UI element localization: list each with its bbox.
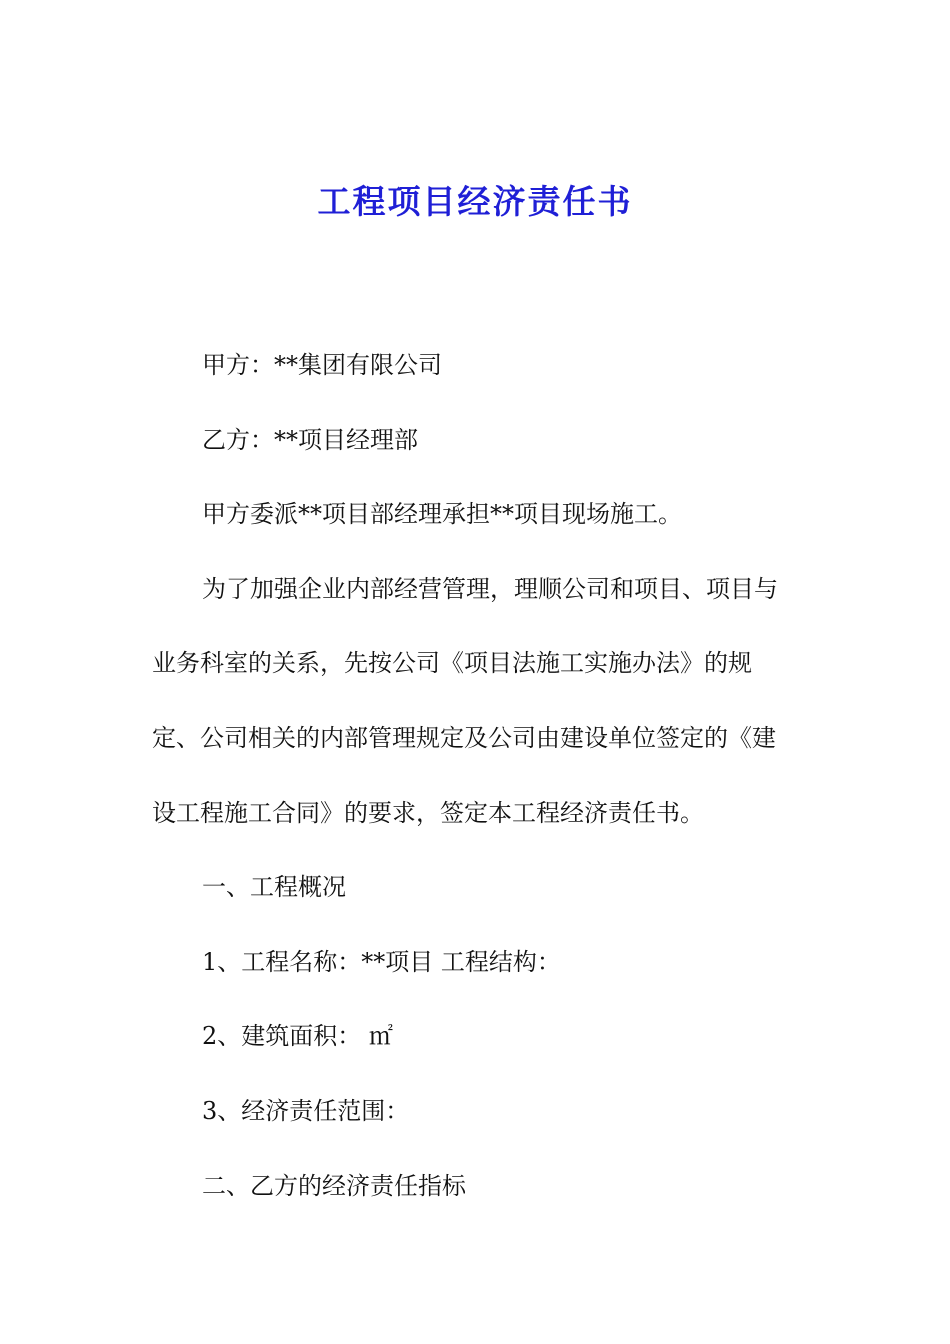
responsibility-scope-line: 3、经济责任范围： [202,1096,410,1125]
document-body [152,328,797,1223]
party-b-line: 乙方：**项目经理部 [202,425,418,454]
document-title: 工程项目经济责任书 [317,182,633,221]
appointment-paragraph: 甲方委派**项目部经理承担**项目现场施工。 [202,500,682,529]
purpose-paragraph: 为了加强企业内部经营管理，理顺公司和项目、项目与业务科室的关系，先按公司《项目法施工实施办法》的规定、公司相关的内部管理规定及公司由建设单位签定的《建设工程施工合同》的要求，签定本工程经济责任书。 [152,574,778,827]
project-name-line: 1、工程名称：**项目 工程结构： [202,947,561,976]
building-area-line: 2、建筑面积： ㎡ [202,1022,393,1051]
section-heading-party-b-indicators: 二、乙方的经济责任指标 [202,1171,466,1200]
section-heading-project-overview: 一、工程概况 [202,873,346,902]
party-a-line: 甲方：**集团有限公司 [202,351,442,379]
